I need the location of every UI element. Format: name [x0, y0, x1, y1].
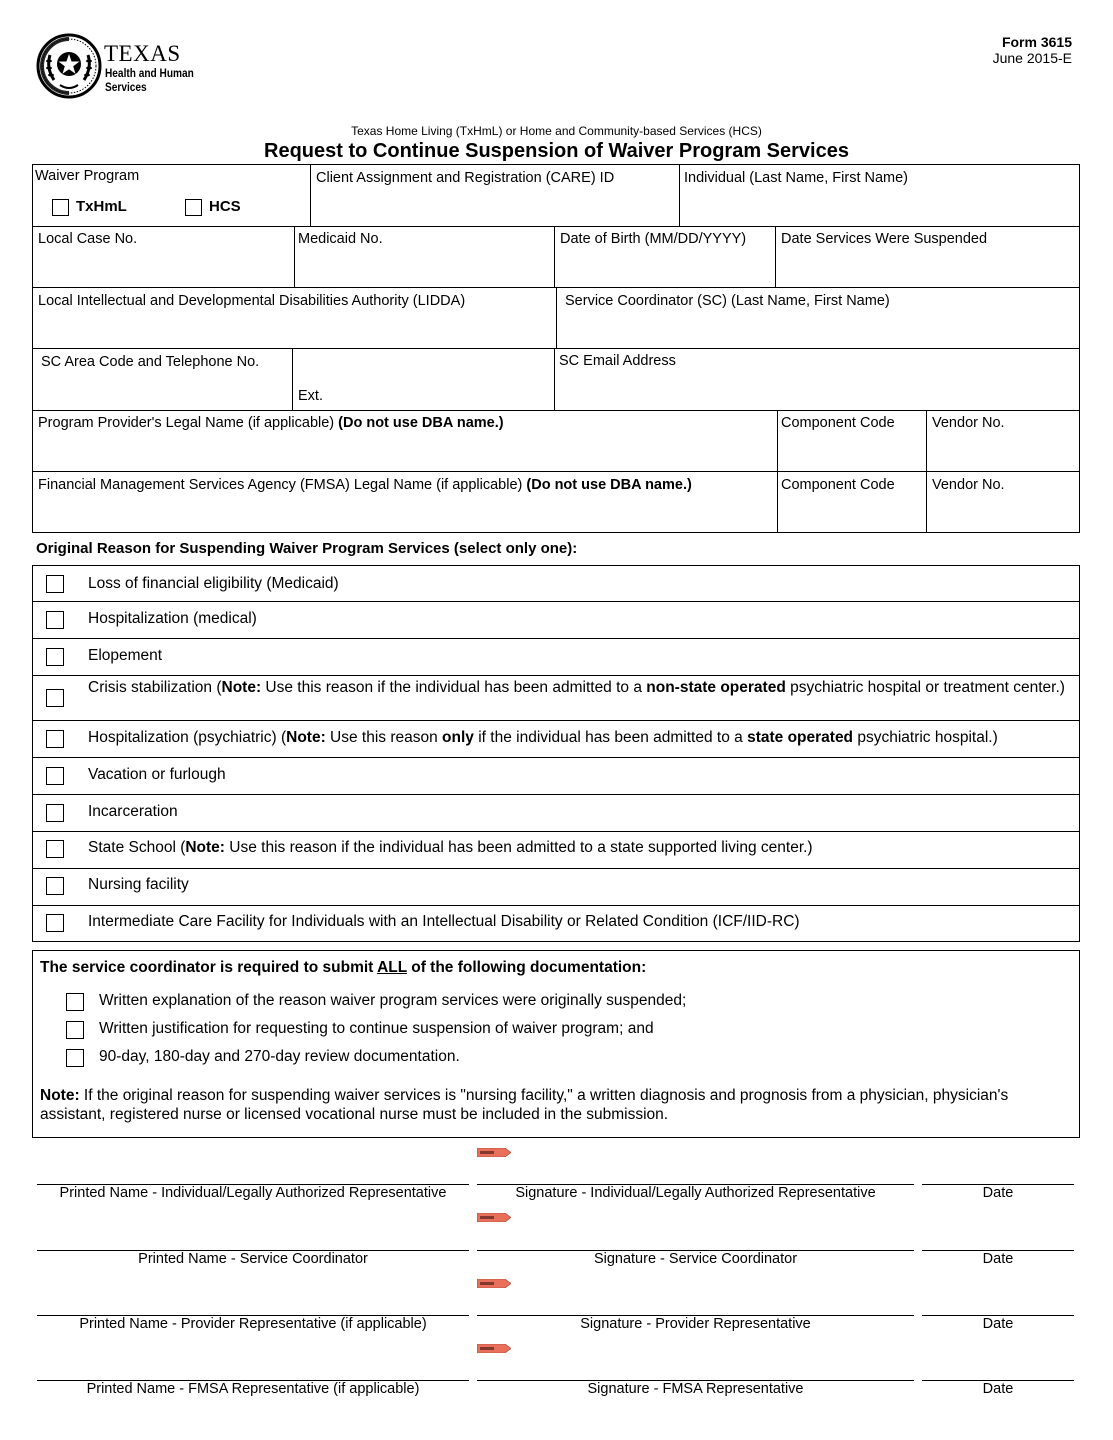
grid-line — [1079, 164, 1080, 533]
reason-checkbox[interactable] — [46, 804, 64, 822]
printed-name-label: Printed Name - Provider Representative (if applicable) — [79, 1316, 427, 1332]
sign-here-tag-icon[interactable] — [477, 1148, 511, 1157]
date-of-birth-field[interactable] — [555, 227, 775, 287]
sc-phone-label: SC Area Code and Telephone No. — [41, 354, 260, 370]
reason-checkbox[interactable] — [46, 767, 64, 785]
signature-label: Signature - Service Coordinator — [593, 1251, 798, 1267]
fmsa-legal-name-label: Financial Management Services Agency (FMSA) Legal Name (if applicable) (Do not use DBA name.) — [38, 477, 692, 493]
fmsa-component-code-field[interactable] — [778, 472, 926, 532]
date-label: Date — [982, 1316, 1014, 1332]
fmsa-vendor-no-field[interactable] — [927, 472, 1079, 532]
reason-checkbox[interactable] — [46, 914, 64, 932]
reason-row — [32, 720, 1080, 758]
reason-label: Loss of financial eligibility (Medicaid) — [88, 575, 339, 592]
documentation-item: Written justification for requesting to continue suspension of waiver program; and — [99, 1020, 654, 1037]
provider-vendor-no-field[interactable] — [927, 411, 1079, 471]
service-coordinator-field[interactable] — [557, 288, 1079, 348]
hcs-label: HCS — [209, 198, 241, 215]
service-coordinator-label: Service Coordinator (SC) (Last Name, First Name) — [565, 293, 890, 309]
hcs-checkbox[interactable] — [185, 199, 202, 216]
agency-subtitle: Health and Human Services — [105, 68, 194, 94]
medicaid-no-label: Medicaid No. — [298, 231, 383, 247]
date-label: Date — [982, 1381, 1014, 1397]
fmsa-legal-name-field[interactable] — [33, 472, 777, 532]
printed-name-label: Printed Name - Individual/Legally Authorized Representative — [59, 1185, 447, 1201]
signature-label: Signature - Provider Representative — [580, 1316, 811, 1332]
reason-checkbox[interactable] — [46, 877, 64, 895]
reason-row — [32, 905, 1080, 942]
form-subtitle: Texas Home Living (TxHmL) or Home and Community-based Services (HCS) — [351, 124, 762, 138]
sign-here-tag-icon[interactable] — [477, 1344, 511, 1353]
sc-phone-field[interactable] — [33, 349, 292, 410]
reason-label: Nursing facility — [88, 876, 189, 893]
reason-checkbox[interactable] — [46, 730, 64, 748]
vendor-no-label: Vendor No. — [932, 415, 1005, 431]
documentation-note: Note: If the original reason for suspending waiver services is "nursing facility," a written diagnosis and prognosis from a physician, physician's assistant, registered nurse or licensed vocational nurse must be included in the submission. — [40, 1087, 1009, 1123]
review-documentation-checkbox[interactable] — [66, 1049, 84, 1067]
local-case-no-field[interactable] — [33, 227, 294, 287]
care-id-label: Client Assignment and Registration (CARE) ID — [316, 170, 615, 186]
reason-row — [32, 675, 1080, 721]
provider-legal-name-field[interactable] — [33, 411, 777, 471]
date-suspended-label: Date Services Were Suspended — [781, 231, 988, 247]
individual-name-field[interactable] — [680, 165, 1079, 226]
form-number: Form 3615 — [1001, 34, 1072, 50]
reason-checkbox[interactable] — [46, 689, 64, 707]
date-suspended-field[interactable] — [776, 227, 1079, 287]
texas-hhs-seal-icon — [36, 33, 102, 99]
documentation-heading: The service coordinator is required to submit ALL of the following documentation: — [40, 959, 647, 976]
signature-label: Signature - Individual/Legally Authorized Representative — [515, 1185, 876, 1201]
reason-checkbox[interactable] — [46, 648, 64, 666]
ext-label: Ext. — [298, 388, 323, 404]
provider-component-code-field[interactable] — [778, 411, 926, 471]
reason-label: Crisis stabilization (Note: Use this reason if the individual has been admitted to a non-state operated psychiatric hospital or treatment center.) — [88, 679, 1065, 696]
txhml-label: TxHmL — [76, 198, 127, 215]
provider-legal-name-label: Program Provider's Legal Name (if applicable) (Do not use DBA name.) — [38, 415, 504, 431]
signature-label: Signature - FMSA Representative — [587, 1381, 804, 1397]
medicaid-no-field[interactable] — [295, 227, 554, 287]
form-title: Request to Continue Suspension of Waiver Program Services — [264, 140, 849, 162]
reason-row — [32, 638, 1080, 676]
reason-label: Elopement — [88, 647, 163, 664]
documentation-item: Written explanation of the reason waiver program services were originally suspended; — [99, 992, 687, 1009]
reason-row — [32, 868, 1080, 906]
reason-label: Intermediate Care Facility for Individuals with an Intellectual Disability or Related Condition (ICF/IID-RC) — [88, 913, 800, 930]
sign-here-tag-icon[interactable] — [477, 1279, 511, 1288]
documentation-item: 90-day, 180-day and 270-day review documentation. — [99, 1048, 460, 1065]
lidda-label: Local Intellectual and Developmental Disabilities Authority (LIDDA) — [38, 293, 466, 309]
date-label: Date — [982, 1185, 1014, 1201]
individual-name-label: Individual (Last Name, First Name) — [684, 170, 909, 186]
reason-checkbox[interactable] — [46, 611, 64, 629]
date-label: Date — [982, 1251, 1014, 1267]
reason-label: Vacation or furlough — [88, 766, 226, 783]
reason-checkbox[interactable] — [46, 575, 64, 593]
reason-label: State School (Note: Use this reason if the individual has been admitted to a state supported living center.) — [88, 839, 813, 856]
vendor-no-label: Vendor No. — [932, 477, 1005, 493]
sc-email-field[interactable] — [555, 349, 1079, 410]
reason-row — [32, 757, 1080, 795]
grid-line — [32, 532, 1080, 533]
reason-label: Hospitalization (psychiatric) (Note: Use this reason only if the individual has been admitted to a state operated psychiatric hospital.) — [88, 729, 998, 746]
written-justification-checkbox[interactable] — [66, 1021, 84, 1039]
component-code-label: Component Code — [781, 477, 895, 493]
reason-row — [32, 565, 1080, 602]
agency-name: TEXAS — [104, 41, 181, 66]
component-code-label: Component Code — [781, 415, 895, 431]
txhml-checkbox[interactable] — [52, 199, 69, 216]
reason-row — [32, 794, 1080, 832]
sc-email-label: SC Email Address — [559, 353, 676, 369]
waiver-program-label: Waiver Program — [35, 168, 140, 184]
local-case-no-label: Local Case No. — [38, 231, 138, 247]
lidda-field[interactable] — [33, 288, 556, 348]
reason-label: Hospitalization (medical) — [88, 610, 257, 627]
printed-name-label: Printed Name - Service Coordinator — [138, 1251, 368, 1267]
date-of-birth-label: Date of Birth (MM/DD/YYYY) — [560, 231, 747, 247]
reason-row — [32, 601, 1080, 639]
waiver-program-field — [33, 165, 310, 226]
care-id-field[interactable] — [311, 165, 679, 226]
reasons-heading: Original Reason for Suspending Waiver Program Services (select only one): — [36, 540, 578, 557]
form-revision-date: June 2015-E — [992, 50, 1072, 66]
written-explanation-checkbox[interactable] — [66, 993, 84, 1011]
sc-phone-ext-field[interactable] — [293, 349, 554, 410]
reason-row — [32, 831, 1080, 869]
sign-here-tag-icon[interactable] — [477, 1213, 511, 1222]
reason-checkbox[interactable] — [46, 840, 64, 858]
printed-name-label: Printed Name - FMSA Representative (if applicable) — [86, 1381, 420, 1397]
reason-label: Incarceration — [88, 803, 178, 820]
